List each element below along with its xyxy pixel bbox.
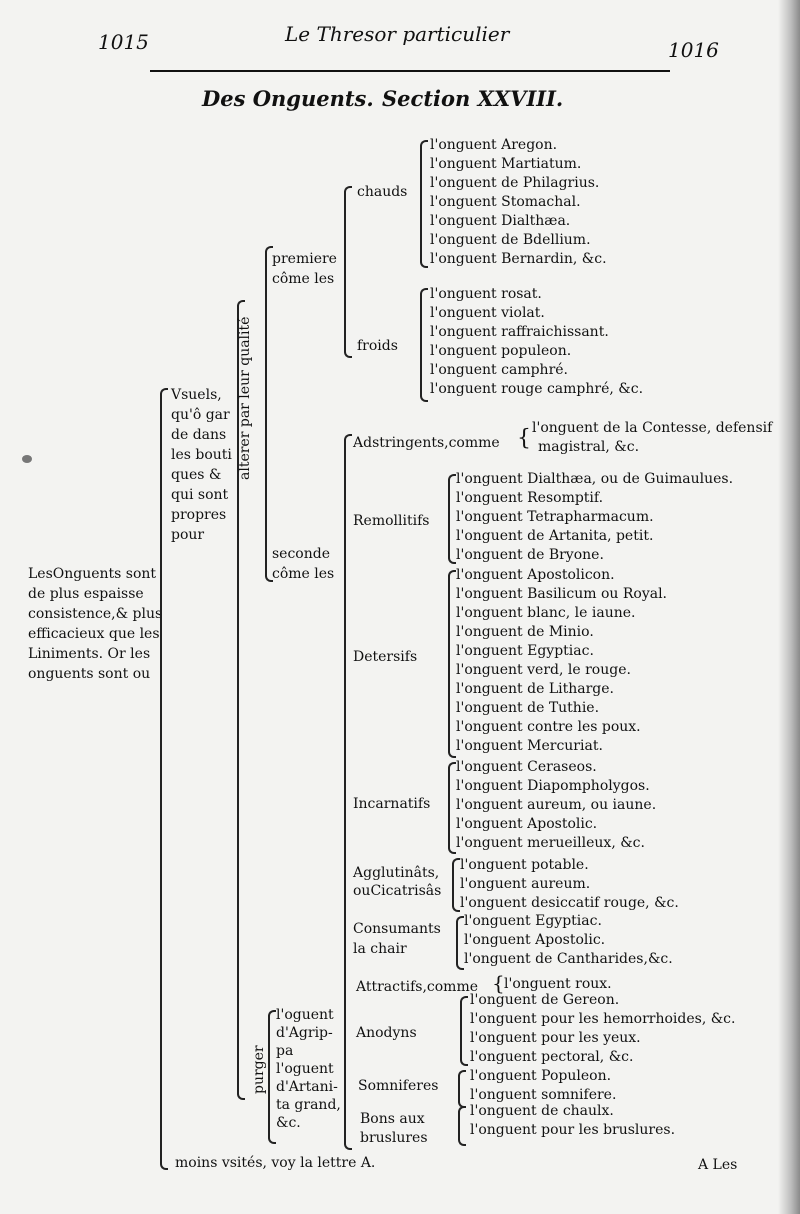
alterer-label: alterer par leur qualité (237, 316, 253, 480)
purger-brace (268, 1010, 276, 1144)
list-item: pa (276, 1043, 294, 1059)
header-rule (150, 70, 670, 72)
list-item: l'oguent (276, 1007, 334, 1023)
remollitifs-brace (448, 474, 456, 564)
list-item: l'onguent desiccatif rouge, &c. (460, 895, 679, 911)
list-item: l'onguent pectoral, &c. (470, 1049, 634, 1065)
list-item: l'onguent Aregon. (430, 137, 558, 153)
list-item: &c. (276, 1115, 301, 1131)
list-item: l'onguent Diapompholygos. (456, 778, 650, 794)
brulures-line: bruslures (360, 1130, 428, 1146)
list-item: l'onguent pour les yeux. (470, 1030, 641, 1046)
qualite-brace (265, 246, 273, 582)
root-brace (160, 388, 168, 1170)
list-item: l'onguent potable. (460, 857, 589, 873)
list-item: l'onguent Dialthæa. (430, 213, 571, 229)
list-item: l'onguent raffraichissant. (430, 324, 609, 340)
list-item: l'onguent populeon. (430, 343, 572, 359)
list-item: l'onguent Martiatum. (430, 156, 582, 172)
list-item: l'oguent (276, 1061, 334, 1077)
list-item: l'onguent Dialthæa, ou de Guimaulues. (456, 471, 734, 487)
list-item: l'onguent aureum. (460, 876, 591, 892)
list-item: magistral, &c. (538, 439, 640, 455)
premiere-line: premiere (272, 251, 337, 267)
list-item: l'onguent de la Contesse, defensif (532, 420, 773, 436)
list-item: l'onguent Ceraseos. (456, 759, 597, 775)
incarnatifs-brace (448, 762, 456, 854)
usuels-line: propres (171, 507, 227, 523)
root-line: onguents sont ou (28, 666, 151, 682)
froids-brace (420, 288, 428, 402)
curly-brace-glyph: { (517, 426, 531, 451)
list-item: l'onguent somnifere. (470, 1087, 617, 1103)
section-title: Des Onguents. (202, 86, 374, 111)
list-item: l'onguent de Philagrius. (430, 175, 600, 191)
list-item: l'onguent contre les poux. (456, 719, 641, 735)
list-item: l'onguent Egyptiac. (464, 913, 602, 929)
seconde-line: seconde (272, 546, 331, 562)
usuels-line: qu'ô gar (171, 407, 230, 423)
list-item: l'onguent Populeon. (470, 1068, 612, 1084)
list-item: l'onguent camphré. (430, 362, 568, 378)
root-line: de plus espaisse (28, 586, 144, 602)
list-item: l'onguent Apostolic. (456, 816, 598, 832)
premiere-line: côme les (272, 271, 335, 287)
root-line: Liniments. Or les (28, 646, 151, 662)
list-item: l'onguent de Bdellium. (430, 232, 591, 248)
brulures-line: Bons aux (360, 1111, 425, 1127)
list-item: l'onguent de Gereon. (470, 992, 620, 1008)
usuels-line: ques & (171, 467, 222, 483)
list-item: d'Agrip- (276, 1025, 333, 1041)
root-line: consistence,& plus (28, 606, 163, 622)
somniferes-brace (458, 1070, 466, 1108)
consumants-brace (456, 916, 464, 970)
anodyns-brace (460, 996, 468, 1066)
purger-label: purger (251, 1045, 267, 1094)
agglutinants-brace (452, 858, 460, 912)
list-item: l'onguent de Cantharides,&c. (464, 951, 673, 967)
usuels-line: pour (171, 527, 205, 543)
usuels-line: les bouti (171, 447, 232, 463)
detersifs-brace (448, 570, 456, 758)
usuels-line: de dans (171, 427, 227, 443)
list-item: l'onguent Mercuriat. (456, 738, 603, 754)
list-item: l'onguent Apostolic. (464, 932, 606, 948)
list-item: l'onguent de chaulx. (470, 1103, 614, 1119)
root-line: LesOnguents sont (28, 566, 157, 582)
list-item: l'onguent de Litharge. (456, 681, 614, 697)
running-title: Le Thresor particulier (285, 22, 510, 46)
list-item: l'onguent violat. (430, 305, 545, 321)
agglutinants-line: ouCicatrisâs (353, 883, 442, 899)
list-item: l'onguent pour les hemorrhoides, &c. (470, 1011, 736, 1027)
consumants-line: la chair (353, 941, 407, 957)
page-edge-shadow (778, 0, 800, 1214)
list-item: l'onguent rouge camphré, &c. (430, 381, 644, 397)
page-number-right: 1016 (668, 38, 719, 62)
section-number: Section XXVIII. (382, 86, 564, 111)
somniferes-label: Somniferes (358, 1078, 439, 1094)
list-item: l'onguent Apostolicon. (456, 567, 615, 583)
root-line: efficacieux que les (28, 626, 160, 642)
premiere-brace (344, 186, 352, 358)
chauds-brace (420, 140, 428, 268)
catchword: A Les (698, 1157, 738, 1173)
brulures-brace (458, 1106, 466, 1146)
list-item: l'onguent Basilicum ou Royal. (456, 586, 668, 602)
seconde-line: côme les (272, 566, 335, 582)
list-item: ta grand, (276, 1097, 341, 1113)
attractifs-label: Attractifs,comme (356, 979, 479, 995)
astringents-label: Adstringents,comme (353, 435, 500, 451)
curly-brace-glyph: { (492, 971, 505, 995)
ink-smudge (22, 455, 32, 463)
usuels-line: qui sont (171, 487, 229, 503)
list-item: l'onguent de Bryone. (456, 547, 604, 563)
list-item: l'onguent Egyptiac. (456, 643, 594, 659)
seconde-brace (344, 434, 352, 1150)
remollitifs-label: Remollitifs (353, 513, 430, 529)
list-item: l'onguent Bernardin, &c. (430, 251, 607, 267)
list-item: l'onguent de Artanita, petit. (456, 528, 654, 544)
list-item: l'onguent Resomptif. (456, 490, 604, 506)
usuels-line: Vsuels, (171, 387, 222, 403)
incarnatifs-label: Incarnatifs (353, 796, 431, 812)
list-item: d'Artani- (276, 1079, 338, 1095)
list-item: l'onguent verd, le rouge. (456, 662, 631, 678)
list-item: l'onguent aureum, ou iaune. (456, 797, 657, 813)
detersifs-label: Detersifs (353, 649, 418, 665)
anodyns-label: Anodyns (356, 1025, 417, 1041)
list-item: l'onguent merueilleux, &c. (456, 835, 645, 851)
list-item: l'onguent pour les bruslures. (470, 1122, 676, 1138)
list-item: l'onguent de Minio. (456, 624, 594, 640)
agglutinants-line: Agglutinâts, (353, 865, 440, 881)
list-item: l'onguent blanc, le iaune. (456, 605, 636, 621)
list-item: l'onguent de Tuthie. (456, 700, 600, 716)
chauds-label: chauds (357, 184, 408, 200)
moins-usites-line: moins vsités, voy la lettre A. (175, 1155, 376, 1171)
list-item: l'onguent Tetrapharmacum. (456, 509, 654, 525)
consumants-line: Consumants (353, 921, 441, 937)
list-item: l'onguent Stomachal. (430, 194, 581, 210)
froids-label: froids (357, 338, 398, 354)
page-number-left: 1015 (98, 30, 149, 54)
list-item: l'onguent roux. (504, 976, 612, 992)
list-item: l'onguent rosat. (430, 286, 542, 302)
